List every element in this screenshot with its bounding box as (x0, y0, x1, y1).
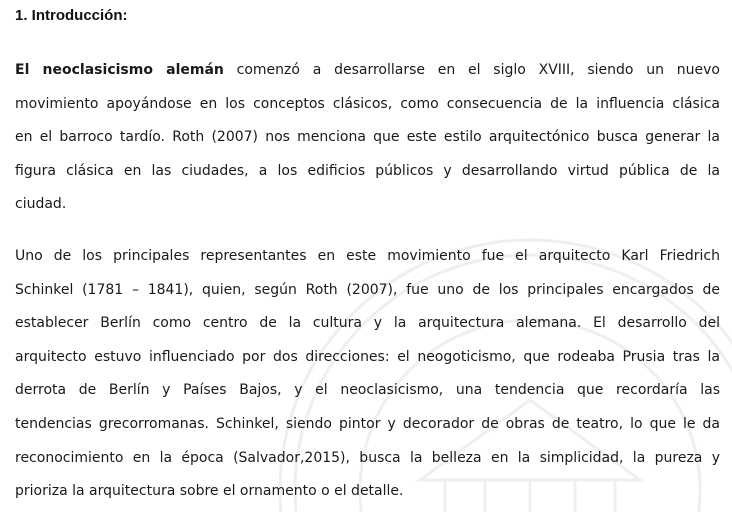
text-line: Uno de los principales representantes en este movimiento fue el arquitecto Karl Friedrich (15, 248, 720, 264)
text-line: prioriza la arquitectura sobre el ornamento o el detalle. (15, 483, 404, 500)
text-line (15, 54, 720, 88)
text-line: arquitecto estuvo influenciado por dos direcciones: el neogoticismo, que rodeaba Prusia tras la (15, 348, 720, 365)
section-heading: 1. Introducción: (15, 7, 128, 24)
text-line: establecer Berlín como centro de la cultura y la arquitectura alemana. El desarrollo del (15, 315, 720, 332)
bold-term: El neoclasicismo alemán (15, 62, 224, 78)
paragraph-schinkel (15, 240, 720, 509)
text-line: en el barroco tardío. Roth (2007) nos menciona que este estilo arquitectónico busca generar la (15, 129, 720, 146)
text-line: figura clásica en las ciudades, a los edificios públicos y desarrollando virtud pública de la (15, 162, 720, 179)
text-line: reconocimiento en la época (Salvador,2015), busca la belleza en la simplicidad, la pureza y (15, 449, 720, 466)
text-line: Schinkel (1781 – 1841), quien, según Roth (2007), fue uno de los principales encargados de (15, 281, 720, 298)
text-line: tendencias grecorromanas. Schinkel, siendo pintor y decorador de obras de teatro, lo que le da (15, 415, 720, 432)
text-line: derrota de Berlín y Países Bajos, y el neoclasicismo, una tendencia que recordaría las (15, 382, 720, 399)
text-line: ciudad. (15, 196, 67, 213)
text-run: comenzó a desarrollarse en el siglo XVIII, siendo un nuevo (223, 62, 720, 78)
paragraph-neoclassicism (15, 54, 720, 222)
text-line: movimiento apoyándose en los conceptos clásicos, como consecuencia de la influencia clásica (15, 95, 720, 112)
